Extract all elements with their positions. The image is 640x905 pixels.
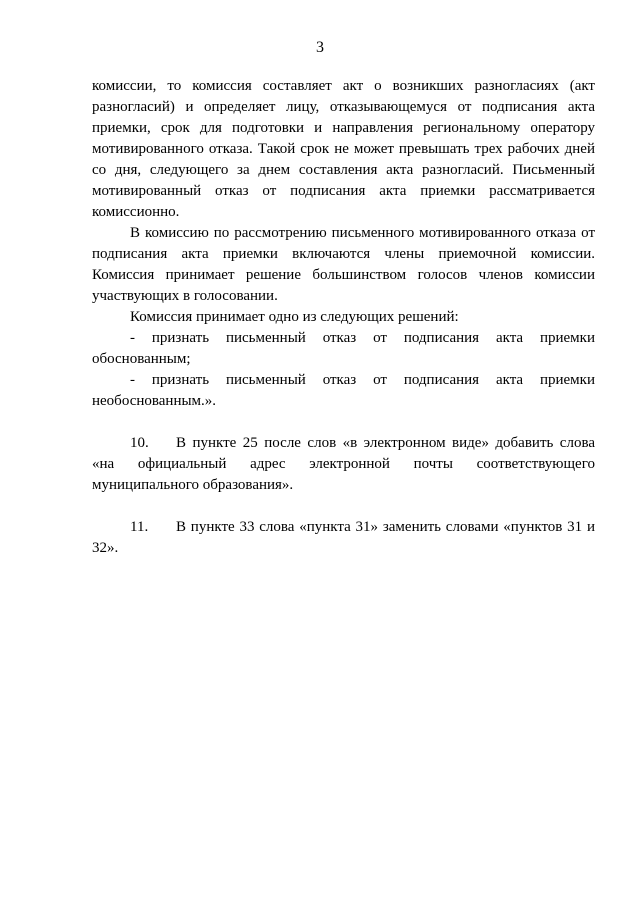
amendment-item-11 [92,517,595,559]
paragraph-decision-justified: - признать письменный отказ от подписания акта приемки обоснованным; [92,330,595,367]
item-number: 11. [130,519,149,535]
paragraph-commission-composition: В комиссию по рассмотрению письменного мотивированного отказа от подписания акта приемки включаются члены приемочной комиссии. Комиссия принимает решение большинством голосов членов комиссии участвующих в голосовании. [92,225,595,304]
document-body [92,76,595,559]
page-number: 3 [316,39,324,56]
item-number: 10. [130,435,149,451]
item-text: В пункте 25 после слов «в электронном виде» добавить слова «на официальный адрес электронной почты соответствующего муниципального образования». [92,435,595,493]
paragraph-decision-unjustified: - признать письменный отказ от подписания акта приемки необоснованным.». [92,372,595,409]
paragraph-commission-disagreement: комиссии, то комиссия составляет акт о возникших разногласиях (акт разногласий) и определяет лицу, отказывающемуся от подписания акта приемки, срок для подготовки и направления региональному оператору мотивированного отказа. Такой срок не может превышать трех рабочих дней со дня, следующего за днем составления акта разногласий. Письменный мотивированный отказ от подписания акта приемки рассматривается комиссионно. [92,78,595,220]
item-text: В пункте 33 слова «пункта 31» заменить словами «пунктов 31 и 32». [92,519,595,556]
amendment-item-10 [92,433,595,496]
paragraph-decisions-intro: Комиссия принимает одно из следующих решений: [130,309,459,325]
